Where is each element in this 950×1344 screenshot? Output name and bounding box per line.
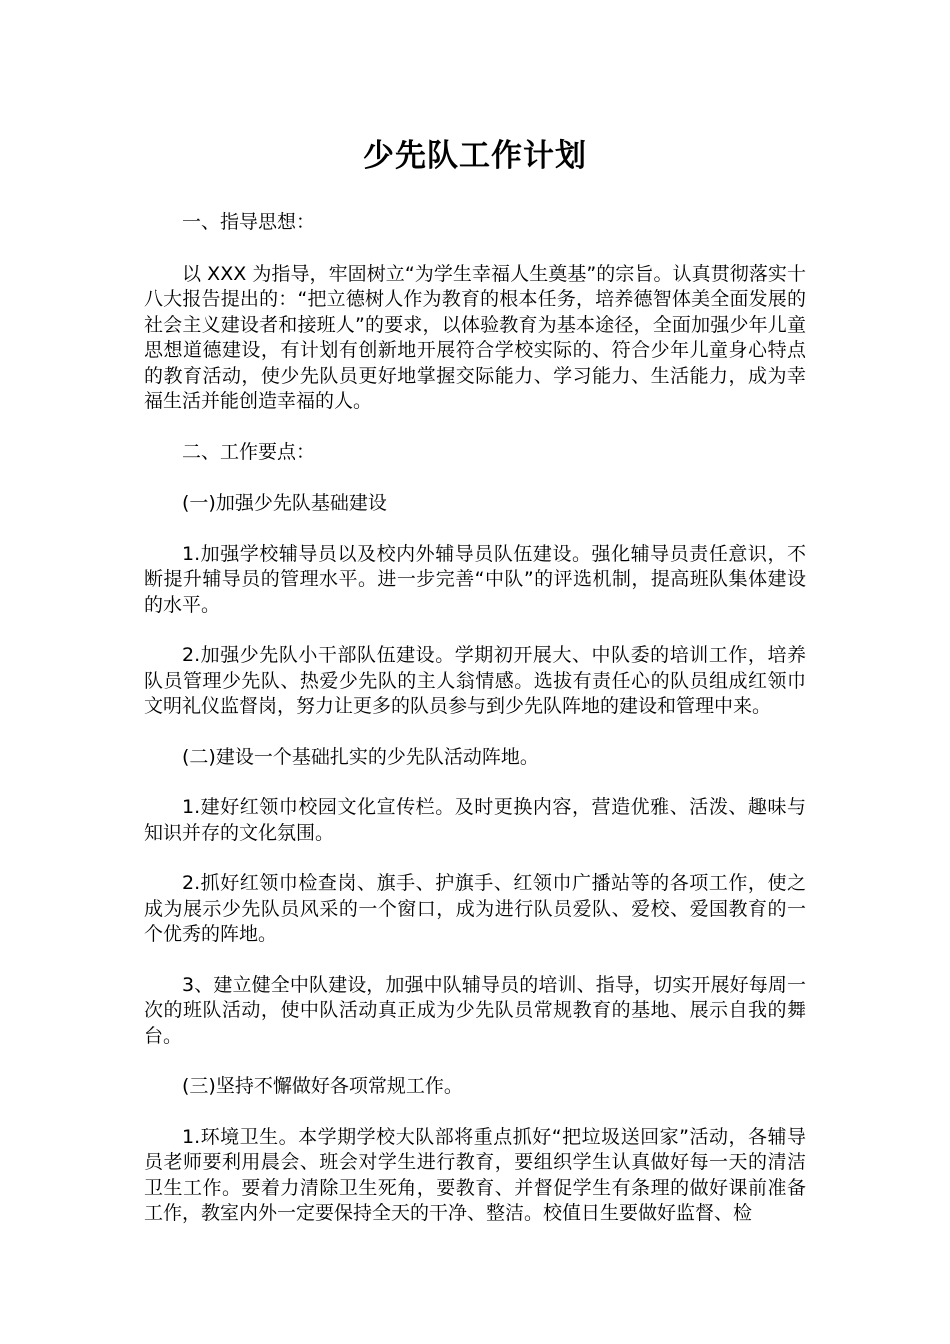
subheading-routine-work: (三)坚持不懈做好各项常规工作。: [182, 1075, 463, 1097]
section-heading-work-points: 二、工作要点：: [182, 440, 316, 463]
paragraph-cadre-team: 2.加强少先队小干部队伍建设。学期初开展大、中队委的培训工作，培养队员管理少先队、热爱少先队的主人翁情感。选拔有责任心的队员组成红领巾文明礼仪监督岗，努力让更多的队员参与到少先队阵地的建设和管理中来。: [144, 644, 806, 717]
paragraph-bulletin-board: 1.建好红领巾校园文化宣传栏。及时更换内容，营造优雅、活泼、趣味与知识并存的文化氛围。: [144, 796, 806, 844]
paragraph-counselor-team: 1.加强学校辅导员以及校内外辅导员队伍建设。强化辅导员责任意识，不断提升辅导员的管理水平。进一步完善“中队”的评选机制，提高班队集体建设的水平。: [144, 542, 806, 616]
document-title: 少先队工作计划: [363, 138, 587, 174]
paragraph-squadron-construction: 3、建立健全中队建设，加强中队辅导员的培训、指导，切实开展好每周一次的班队活动，使中队活动真正成为少先队员常规教育的基地、展示自我的舞台。: [144, 973, 806, 1047]
section-heading-guiding-thought: 一、指导思想：: [182, 211, 316, 233]
paragraph-environment-hygiene: 1.环境卫生。本学期学校大队部将重点抓好“把垃圾送回家”活动，各辅导员老师要利用晨会、班会对学生进行教育，要组织学生认真做好每一天的清洁卫生工作。要着力清除卫生死角，要教育、并督促学生有条理的做好课前准备工作，教室内外一定要保持全天的干净、整洁。校值日生要做好监督、检: [144, 1125, 806, 1224]
subheading-basic-construction: (一)加强少先队基础建设: [182, 492, 387, 514]
subheading-activity-base: (二)建设一个基础扎实的少先队活动阵地。: [182, 745, 539, 768]
paragraph-guiding-thought: 以 XXX 为指导，牢固树立“为学生幸福人生奠基”的宗旨。认真贯彻落实十八大报告提出的：“把立德树人作为教育的根本任务，培养德智体美全面发展的社会主义建设者和接班人”的要求，以体验教育为基本途径，全面加强少年儿童思想道德建设，有计划有创新地开展符合学校实际的、符合少年儿童身心特点的教育活动，使少先队员更好地掌握交际能力、学习能力、生活能力，成为幸福生活并能创造幸福的人。: [144, 262, 806, 412]
paragraph-inspection-post: 2.抓好红领巾检查岗、旗手、护旗手、红领巾广播站等的各项工作，使之成为展示少先队员风采的一个窗口，成为进行队员爱队、爱校、爱国教育的一个优秀的阵地。: [144, 872, 806, 945]
